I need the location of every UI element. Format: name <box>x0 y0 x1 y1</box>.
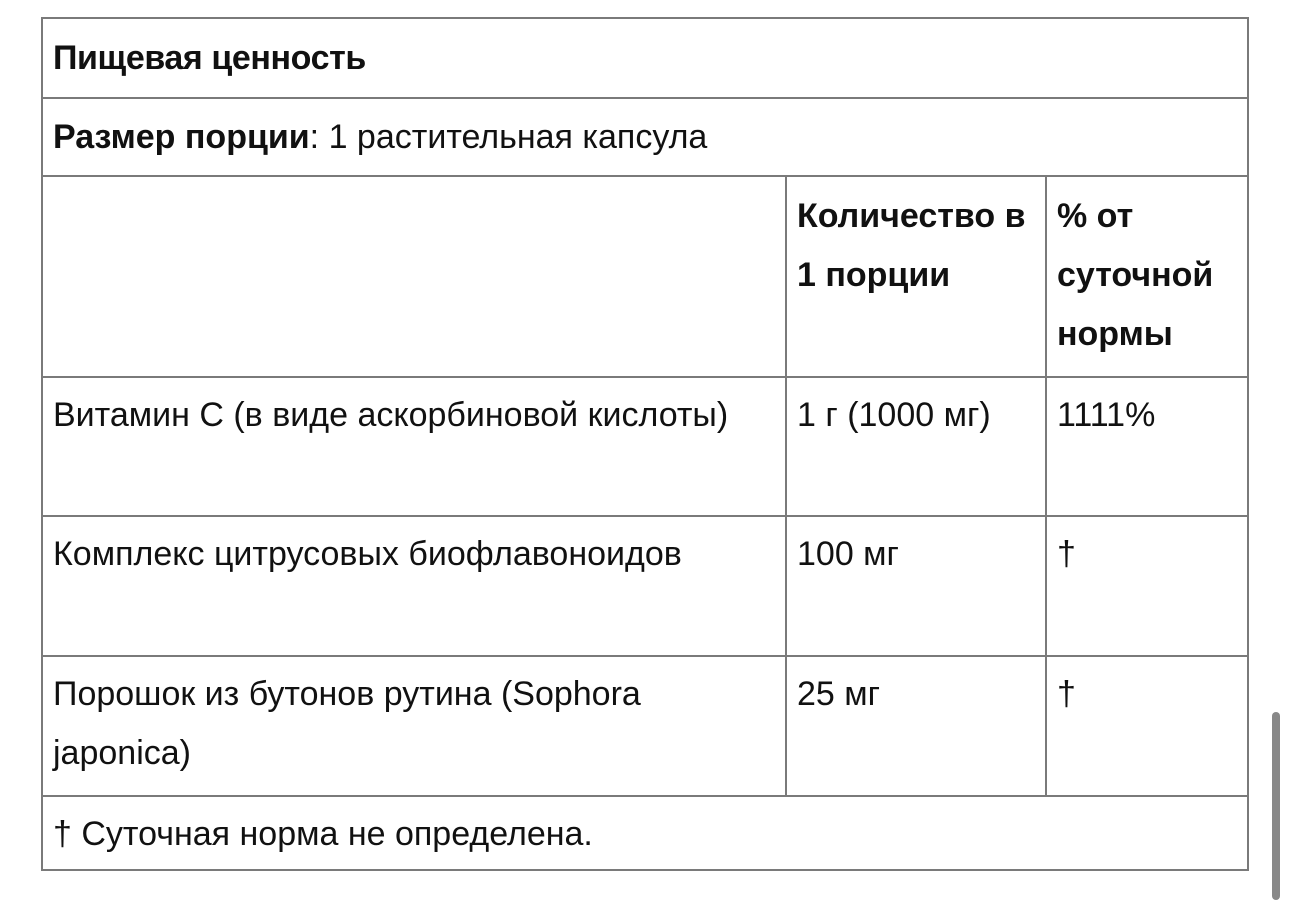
serving-size-separator: : <box>309 118 320 156</box>
footnote-row <box>43 797 1247 871</box>
footnote-text: † Суточная норма не определена. <box>53 815 593 853</box>
serving-size-label: Размер порции <box>53 118 310 156</box>
serving-size-row <box>43 99 1247 177</box>
ingredient-name: Порошок из бутонов рутина (Sophora japonica) <box>53 675 641 772</box>
header-empty-cell <box>43 177 785 376</box>
ingredient-daily-value: † <box>1045 517 1249 655</box>
table-row <box>43 378 1247 517</box>
ingredient-daily-value: † <box>1045 657 1249 795</box>
title-row <box>43 19 1247 99</box>
header-daily-value: % от суточной нормы <box>1045 177 1249 376</box>
ingredient-amount: 100 мг <box>785 517 1045 655</box>
header-amount: Количество в 1 порции <box>785 177 1045 376</box>
table-title: Пищевая ценность <box>53 39 366 77</box>
table-row <box>43 657 1247 797</box>
column-header-row <box>43 177 1247 378</box>
table-row <box>43 517 1247 657</box>
nutrition-facts-table <box>41 17 1249 871</box>
serving-size <box>53 118 707 157</box>
serving-size-value: 1 растительная капсула <box>328 118 708 156</box>
ingredient-daily-value: 1111% <box>1045 378 1249 515</box>
ingredient-name: Комплекс цитрусовых биофлавоноидов <box>53 535 682 573</box>
vertical-scrollbar[interactable] <box>1272 712 1280 900</box>
ingredient-name: Витамин С (в виде аскорбиновой кислоты) <box>53 396 729 434</box>
ingredient-amount: 1 г (1000 мг) <box>785 378 1045 515</box>
ingredient-amount: 25 мг <box>785 657 1045 795</box>
